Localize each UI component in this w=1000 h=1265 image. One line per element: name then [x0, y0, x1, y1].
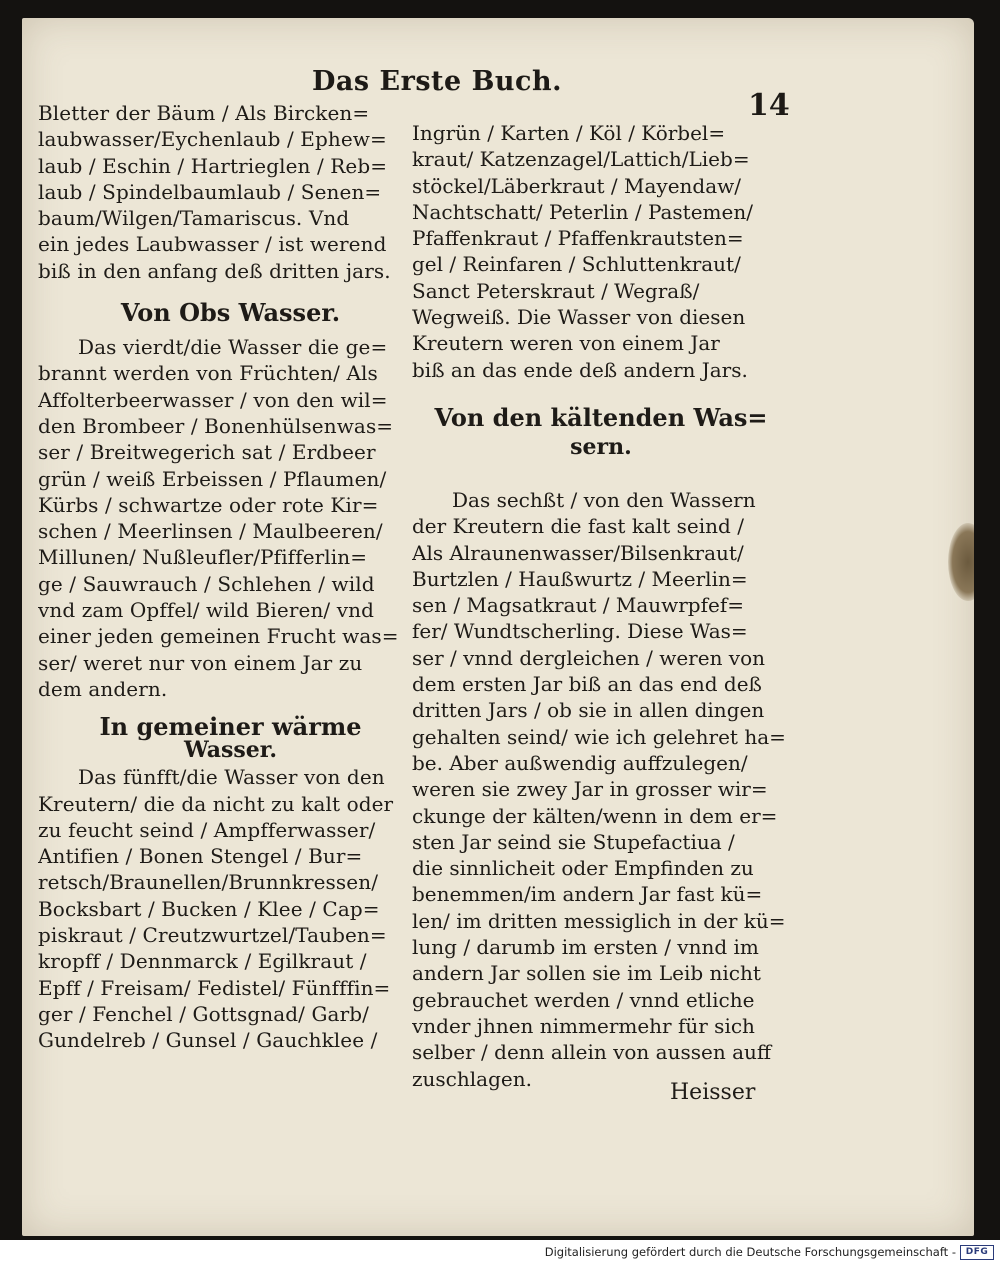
text-line: ge / Sauwrauch / Schlehen / wild — [38, 571, 375, 596]
text-line: weren sie zwey Jar in grosser wir= — [412, 777, 768, 802]
text-line: andern Jar sollen sie im Leib nicht — [412, 961, 761, 986]
text-line: stöckel/Läberkraut / Mayendaw/ — [412, 173, 742, 198]
text-line: dritten Jars / ob sie in allen dingen — [412, 698, 765, 723]
text-line: gebrauchet werden / vnnd etliche — [412, 987, 755, 1012]
text-line: Nachtschatt/ Peterlin / Pastemen/ — [412, 199, 753, 224]
text-line: Als Alraunenwasser/Bilsenkraut/ — [412, 540, 744, 565]
text-line: gehalten seind/ wie ich gelehret ha= — [412, 724, 786, 749]
text-line: ser / vnnd dergleichen / weren von — [412, 645, 766, 670]
text-line: Kreutern/ die da nicht zu kalt oder — [38, 791, 394, 816]
text-line: den Brombeer / Bonenhülsenwas= — [38, 413, 394, 438]
page-number: 14 — [748, 88, 790, 123]
text-line: kraut/ Katzenzagel/Lattich/Lieb= — [412, 147, 750, 172]
text-line: kropff / Dennmarck / Egilkraut / — [38, 949, 367, 974]
text-line: vnd zam Opffel/ wild Bieren/ vnd — [38, 598, 375, 623]
text-line: Bletter der Bäum / Als Bircken= — [38, 101, 370, 125]
section-heading: In gemeiner wärme — [99, 712, 362, 742]
text-line: Das fünfft/die Wasser von den — [78, 765, 385, 790]
text-line: Gundelreb / Gunsel / Gauchklee / — [38, 1028, 378, 1053]
text-line: Das sechßt / von den Wassern — [452, 487, 756, 512]
text-line: Wegweiß. Die Wasser von diesen — [412, 305, 746, 330]
text-line: zu feucht seind / Ampfferwasser/ — [38, 817, 376, 842]
text-line: sten Jar seind sie Stupefactiua / — [412, 829, 735, 854]
text-line: Burtzlen / Haußwurtz / Meerlin= — [412, 566, 748, 591]
text-line: Epff / Freisam/ Fedistel/ Fünfffin= — [38, 975, 391, 1000]
text-line: Das vierdt/die Wasser die ge= — [78, 335, 388, 360]
text-line: die sinnlicheit oder Empfinden zu — [412, 856, 754, 881]
text-line: lung / darumb im ersten / vnnd im — [412, 935, 759, 960]
text-line: grün / weiß Erbeissen / Pflaumen/ — [38, 466, 387, 491]
dfg-logo: DFG — [960, 1245, 994, 1260]
text-line: laub / Eschin / Hartrieglen / Reb= — [38, 153, 388, 178]
running-head: Das Erste Buch. — [312, 66, 562, 97]
text-line: Millunen/ Nußleufler/Pfifferlin= — [38, 545, 368, 570]
text-line: laubwasser/Eychenlaub / Ephew= — [38, 127, 387, 152]
text-line: vnder jhnen nimmermehr für sich — [412, 1013, 755, 1038]
section-heading: Von Obs Wasser. — [120, 298, 341, 328]
text-line: zuschlagen. — [412, 1066, 532, 1091]
text-line: sen / Magsatkraut / Mauwrpfef= — [412, 593, 745, 618]
section-heading-continued: Wasser. — [183, 737, 278, 764]
text-line: Antifien / Bonen Stengel / Bur= — [38, 844, 363, 869]
text-line: Kürbs / schwartze oder rote Kir= — [38, 492, 379, 517]
text-line: selber / denn allein von aussen auff — [412, 1040, 772, 1065]
text-line: len/ im dritten messiglich in der kü= — [412, 908, 786, 933]
text-line: laub / Spindelbaumlaub / Senen= — [38, 179, 382, 204]
text-line: Pfaffenkraut / Pfaffenkrautsten= — [412, 226, 744, 251]
left-column — [38, 100, 423, 1054]
paper-stain — [948, 523, 974, 601]
text-line: ein jedes Laubwasser / ist werend — [38, 232, 387, 257]
text-line: biß an das ende deß andern Jars. — [412, 357, 748, 382]
text-line: brannt werden von Früchten/ Als — [38, 361, 378, 386]
text-line: dem andern. — [38, 676, 168, 701]
text-line: fer/ Wundtscherling. Diese Was= — [412, 619, 748, 644]
text-line: der Kreutern die fast kalt seind / — [412, 514, 744, 539]
text-line: Sanct Peterskraut / Wegraß/ — [412, 278, 700, 303]
text-line: benemmen/im andern Jar fast kü= — [412, 882, 763, 907]
funding-notice: Digitalisierung gefördert durch die Deutsche Forschungsgemeinschaft - — [544, 1245, 956, 1259]
section-heading: Von den kältenden Was= — [434, 402, 768, 432]
text-line: Affolterbeerwasser / von den wil= — [38, 387, 388, 412]
right-column — [412, 120, 790, 1092]
text-line: ser / Breitwegerich sat / Erdbeer — [38, 440, 376, 465]
text-line: ger / Fenchel / Gottsgnad/ Garb/ — [38, 1001, 369, 1026]
text-line: retsch/Braunellen/Brunnkressen/ — [38, 870, 379, 895]
text-line: ckunge der kälten/wenn in dem er= — [412, 803, 778, 828]
footer-bar — [0, 1240, 1000, 1265]
text-line: baum/Wilgen/Tamariscus. Vnd — [38, 206, 350, 231]
text-line: be. Aber außwendig auffzulegen/ — [412, 750, 748, 775]
text-line: dem ersten Jar biß an das end deß — [412, 672, 762, 697]
text-line: piskraut / Creutzwurtzel/Tauben= — [38, 923, 387, 948]
catchword: Heisser — [670, 1080, 756, 1105]
text-line: einer jeden gemeinen Frucht was= — [38, 624, 399, 649]
section-heading-continued: sern. — [570, 433, 632, 460]
text-line: gel / Reinfaren / Schluttenkraut/ — [412, 252, 741, 277]
text-line: Ingrün / Karten / Köl / Körbel= — [412, 121, 726, 145]
text-line: biß in den anfang deß dritten jars. — [38, 258, 391, 283]
text-line: Kreutern weren von einem Jar — [412, 331, 720, 356]
text-line: ser/ weret nur von einem Jar zu — [38, 650, 363, 675]
text-line: schen / Meerlinsen / Maulbeeren/ — [38, 519, 383, 544]
text-line: Bocksbart / Bucken / Klee / Cap= — [38, 896, 380, 921]
